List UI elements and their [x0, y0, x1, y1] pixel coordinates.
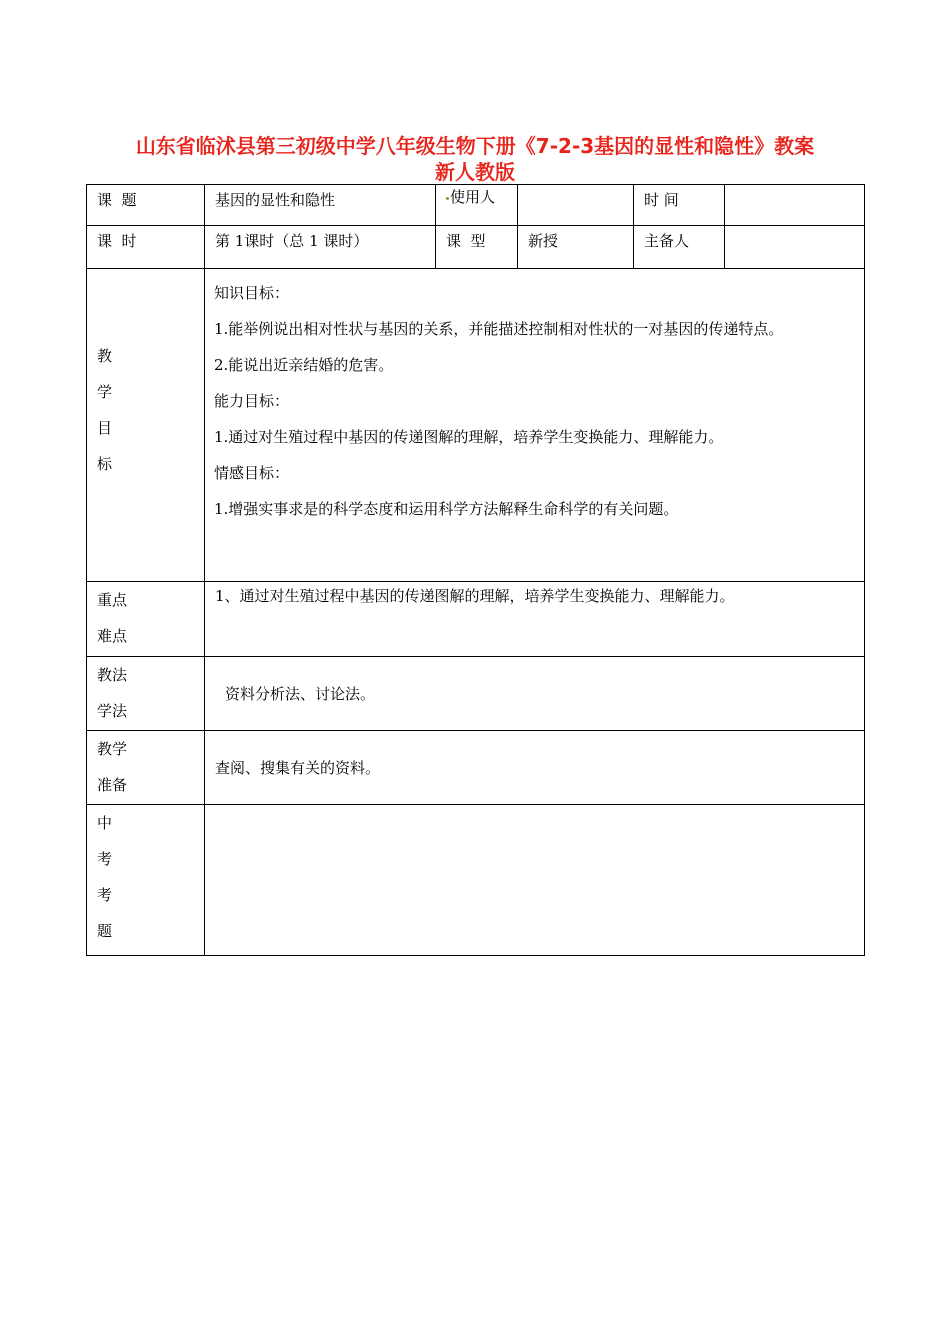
user-value [518, 185, 633, 195]
host-value [725, 226, 864, 236]
goals-heading-ability: 能力目标： [214, 392, 290, 410]
key-points-label-line: 难点 [97, 627, 128, 645]
methods-label [87, 657, 204, 729]
lesson-plan-table [86, 184, 865, 956]
goals-label-char: 教 [97, 347, 113, 365]
subject-value: 基因的显性和隐性 [215, 191, 336, 209]
type-value: 新授 [528, 232, 559, 250]
time-value [725, 185, 864, 195]
exam-label-char: 考 [97, 886, 113, 904]
goals-line: 2.能说出近亲结婚的危害。 [214, 356, 394, 374]
key-points-content: 1、通过对生殖过程中基因的传递图解的理解，培养学生变换能力、理解能力。 [215, 587, 735, 605]
goals-line: 1.能举例说出相对性状与基因的关系，并能描述控制相对性状的一对基因的传递特点。 [214, 320, 784, 338]
time-label: 时 间 [644, 191, 679, 209]
key-points-label [87, 582, 204, 654]
preparation-label [87, 731, 204, 803]
row-preparation [87, 731, 865, 805]
exam-label-char: 考 [97, 850, 113, 868]
goals-heading-emotion: 情感目标： [214, 464, 290, 482]
goals-label-char: 目 [97, 419, 113, 437]
user-label-cell [436, 185, 517, 212]
methods-content: 资料分析法、讨论法。 [225, 684, 376, 703]
period-value: 第 1课时（总 1 课时） [215, 232, 369, 250]
row-methods [87, 657, 865, 731]
goals-heading-knowledge: 知识目标： [214, 284, 290, 302]
user-label: 使用人 [450, 188, 496, 206]
period-label: 课 时 [97, 232, 137, 250]
type-label: 课 型 [446, 232, 486, 250]
marker-dot [446, 197, 449, 200]
key-points-label-line: 重点 [97, 591, 128, 609]
goals-label-char: 学 [97, 383, 113, 401]
document-title-line1: 山东省临沭县第三初级中学八年级生物下册《7-2-3基因的显性和隐性》教案 [135, 134, 815, 158]
row-subject [87, 185, 865, 226]
row-period [87, 226, 865, 269]
methods-label-line: 学法 [97, 702, 128, 720]
row-goals [87, 269, 865, 582]
subject-label: 课 题 [97, 191, 137, 209]
preparation-label-line: 教学 [97, 740, 128, 758]
goals-line: 1.增强实事求是的科学态度和运用科学方法解释生命科学的有关问题。 [214, 500, 679, 518]
exam-label-char: 中 [97, 814, 113, 832]
row-key-points [87, 582, 865, 657]
exam-label [87, 805, 204, 955]
host-label: 主备人 [644, 232, 690, 250]
document-title-line2: 新人教版 [435, 160, 515, 184]
exam-content [205, 805, 864, 815]
goals-line: 1.通过对生殖过程中基因的传递图解的理解，培养学生变换能力、理解能力。 [214, 428, 724, 446]
goals-content [205, 269, 864, 527]
goals-label-char: 标 [97, 455, 113, 473]
preparation-content: 查阅、搜集有关的资料。 [215, 758, 381, 777]
goals-label [87, 332, 204, 488]
methods-label-line: 教法 [97, 666, 128, 684]
exam-label-char: 题 [97, 922, 113, 940]
row-exam [87, 805, 865, 956]
preparation-label-line: 准备 [97, 776, 128, 794]
